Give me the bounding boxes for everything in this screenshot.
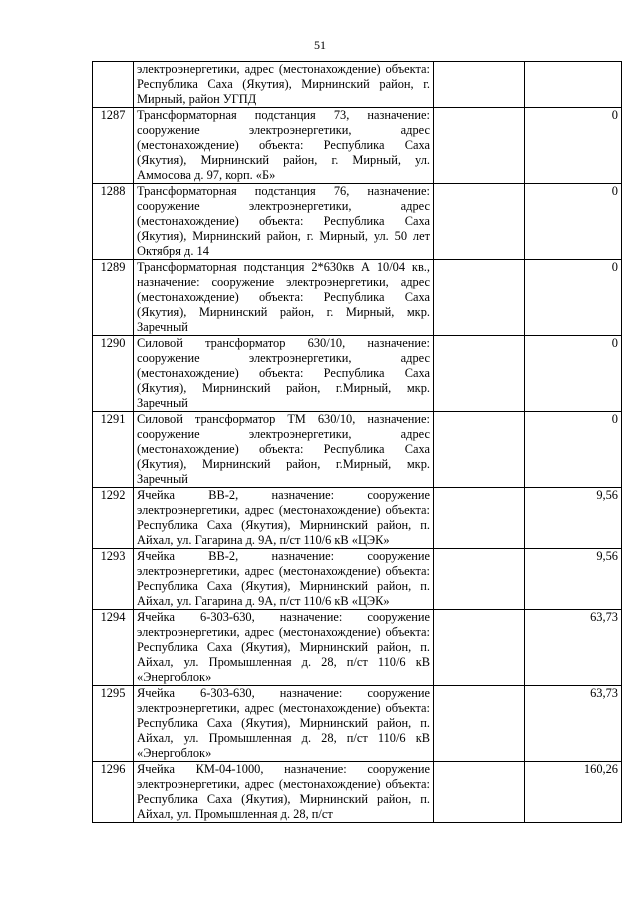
row-number-cell: 1294 [93,610,134,686]
empty-cell [434,610,525,686]
value-cell: 0 [525,260,622,336]
empty-cell [434,412,525,488]
value-cell: 63,73 [525,610,622,686]
table-row [93,610,622,686]
value-cell [525,62,622,108]
table-row [93,762,622,823]
value-cell: 9,56 [525,488,622,549]
row-number-cell: 1288 [93,184,134,260]
row-number-cell: 1290 [93,336,134,412]
table-row [93,184,622,260]
row-number-cell: 1287 [93,108,134,184]
value-cell: 63,73 [525,686,622,762]
object-description-cell: Ячейка КМ-04-1000, назначение: сооружение электроэнергетики, адрес (местонахождение) объекта: Республика Саха (Якутия), Мирнинский район, п. Айхал, ул. Промышленная д. 28, п/ст [134,762,434,823]
empty-cell [434,686,525,762]
table-body [93,62,622,823]
row-number-cell: 1289 [93,260,134,336]
empty-cell [434,336,525,412]
object-description-cell: Ячейка ВВ-2, назначение: сооружение электроэнергетики, адрес (местонахождение) объекта: Республика Саха (Якутия), Мирнинский район, п. Айхал, ул. Гагарина д. 9А, п/ст 110/6 кВ «ЦЭК» [134,488,434,549]
page-number: 51 [314,38,326,52]
table-row [93,62,622,108]
value-cell: 0 [525,412,622,488]
row-number-cell: 1296 [93,762,134,823]
object-description-cell: Трансформаторная подстанция 2*630кв А 10/04 кв., назначение: сооружение электроэнергетики, адрес (местонахождение) объекта: Республика Саха (Якутия), Мирнинский район, г. Мирный, мкр. Заречный [134,260,434,336]
value-cell: 0 [525,108,622,184]
value-cell: 9,56 [525,549,622,610]
empty-cell [434,762,525,823]
object-description-cell: электроэнергетики, адрес (местонахождение) объекта: Республика Саха (Якутия), Мирнинский район, г. Мирный, район УГПД [134,62,434,108]
empty-cell [434,108,525,184]
table-row [93,336,622,412]
object-description-cell: Трансформаторная подстанция 76, назначение: сооружение электроэнергетики, адрес (местонахождение) объекта: Республика Саха (Якутия), Мирнинский район, г. Мирный, ул. 50 лет Октября д. 14 [134,184,434,260]
object-description-cell: Ячейка ВВ-2, назначение: сооружение электроэнергетики, адрес (местонахождение) объекта: Республика Саха (Якутия), Мирнинский район, п. Айхал, ул. Гагарина д. 9А, п/ст 110/6 кВ «ЦЭК» [134,549,434,610]
value-cell: 160,26 [525,762,622,823]
empty-cell [434,62,525,108]
empty-cell [434,184,525,260]
table-row [93,108,622,184]
table-row [93,549,622,610]
empty-cell [434,549,525,610]
row-number-cell: 1291 [93,412,134,488]
table-row [93,488,622,549]
row-number-cell [93,62,134,108]
value-cell: 0 [525,336,622,412]
empty-cell [434,260,525,336]
object-description-cell: Ячейка 6-303-630, назначение: сооружение электроэнергетики, адрес (местонахождение) объекта: Республика Саха (Якутия), Мирнинский район, п. Айхал, ул. Промышленная д. 28, п/ст 110/6 кВ «Энергоблок» [134,610,434,686]
object-description-cell: Силовой трансформатор ТМ 630/10, назначение: сооружение электроэнергетики, адрес (местонахождение) объекта: Республика Саха (Якутия), Мирнинский район, г.Мирный, мкр. Заречный [134,412,434,488]
object-description-cell: Силовой трансформатор 630/10, назначение: сооружение электроэнергетики, адрес (местонахождение) объекта: Республика Саха (Якутия), Мирнинский район, г.Мирный, мкр. Заречный [134,336,434,412]
value-cell: 0 [525,184,622,260]
object-description-cell: Трансформаторная подстанция 73, назначение: сооружение электроэнергетики, адрес (местонахождение) объекта: Республика Саха (Якутия), Мирнинский район, г. Мирный, ул. Аммосова д. 97, корп. «Б» [134,108,434,184]
property-registry-table [92,61,622,823]
table-row [93,260,622,336]
row-number-cell: 1293 [93,549,134,610]
row-number-cell: 1292 [93,488,134,549]
table-row [93,412,622,488]
table-row [93,686,622,762]
object-description-cell: Ячейка 6-303-630, назначение: сооружение электроэнергетики, адрес (местонахождение) объекта: Республика Саха (Якутия), Мирнинский район, п. Айхал, ул. Промышленная д. 28, п/ст 110/6 кВ «Энергоблок» [134,686,434,762]
empty-cell [434,488,525,549]
row-number-cell: 1295 [93,686,134,762]
